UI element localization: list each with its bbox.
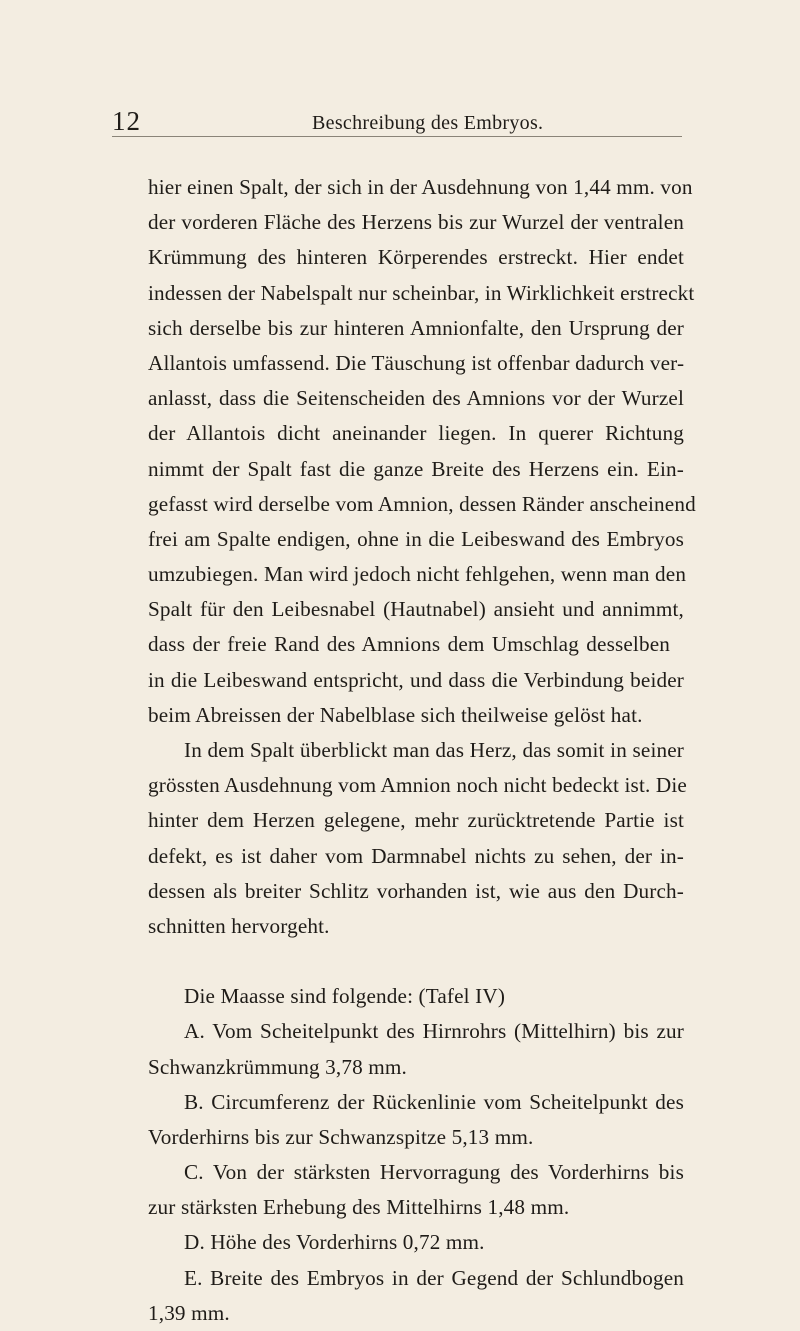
text-line: hinter dem Herzen gelegene, mehr zurücktretende Partie ist — [148, 808, 684, 833]
text-line: der Allantois dicht aneinander liegen. In querer Richtung — [148, 421, 684, 446]
body-text — [148, 170, 696, 1331]
text-line: hier einen Spalt, der sich in der Ausdehnung von 1,44 mm. von — [148, 175, 693, 199]
text-line: sich derselbe bis zur hinteren Amnionfalte, den Ursprung der — [148, 315, 684, 340]
measure-item-e-cont: 1,39 mm. — [148, 1300, 230, 1325]
page-number: 12 — [112, 106, 141, 136]
text-line: frei am Spalte endigen, ohne in die Leibeswand des Embryos — [148, 526, 684, 551]
measure-item-b: B. Circumferenz der Rückenlinie vom Scheitelpunkt des — [184, 1089, 684, 1114]
measure-item-c-cont: zur stärksten Erhebung des Mittelhirns 1,48 mm. — [148, 1195, 570, 1220]
text-line: umzubiegen. Man wird jedoch nicht fehlgehen, wenn man den — [148, 562, 687, 587]
paragraph-1 — [148, 170, 696, 733]
text-line: gefasst wird derselbe vom Amnion, dessen Ränder anscheinend — [148, 491, 696, 516]
text-line: nimmt der Spalt fast die ganze Breite des Herzens ein. Ein- — [148, 456, 684, 481]
text-line: dass der freie Rand des Amnions dem Umschlag desselben — [148, 632, 670, 657]
text-line: anlasst, dass die Seitenscheiden des Amnions vor der Wurzel — [148, 386, 684, 411]
text-line: in die Leibeswand entspricht, und dass die Verbindung beider — [148, 667, 684, 692]
text-line: defekt, es ist daher vom Darmnabel nichts zu sehen, der in- — [148, 843, 684, 868]
text-line: schnitten hervorgeht. — [148, 913, 330, 938]
page-header — [112, 96, 682, 137]
measure-item-b-cont: Vorderhirns bis zur Schwanzspitze 5,13 mm. — [148, 1124, 534, 1149]
measure-item-d: D. Höhe des Vorderhirns 0,72 mm. — [184, 1230, 485, 1255]
paragraph-2 — [148, 733, 687, 944]
text-line: Allantois umfassend. Die Täuschung ist offenbar dadurch ver- — [148, 350, 685, 375]
text-line: Spalt für den Leibesnabel (Hautnabel) ansieht und annimmt, — [148, 597, 684, 622]
text-line: dessen als breiter Schlitz vorhanden ist, wie aus den Durch- — [148, 878, 684, 903]
text-line: grössten Ausdehnung vom Amnion noch nicht bedeckt ist. Die — [148, 773, 687, 798]
paragraph-gap — [148, 944, 684, 979]
measure-item-e: E. Breite des Embryos in der Gegend der Schlundbogen — [184, 1265, 684, 1290]
measure-item-a: A. Vom Scheitelpunkt des Hirnrohrs (Mittelhirn) bis zur — [184, 1019, 684, 1044]
measure-item-a-cont: Schwanzkrümmung 3,78 mm. — [148, 1054, 407, 1079]
text-line: beim Abreissen der Nabelblase sich theilweise gelöst hat. — [148, 702, 643, 727]
running-head: Beschreibung des Embryos. — [312, 112, 544, 134]
text-line: indessen der Nabelspalt nur scheinbar, in Wirklichkeit erstreckt — [148, 280, 695, 305]
measurements-section — [148, 979, 684, 1331]
text-line: In dem Spalt überblickt man das Herz, das somit in seiner — [184, 738, 684, 762]
text-line: Krümmung des hinteren Körperendes erstreckt. Hier endet — [148, 245, 684, 270]
measures-intro: Die Maasse sind folgende: (Tafel IV) — [184, 984, 506, 1009]
measure-item-c: C. Von der stärksten Hervorragung des Vorderhirns bis — [184, 1160, 684, 1185]
text-line: der vorderen Fläche des Herzens bis zur Wurzel der ventralen — [148, 210, 684, 235]
